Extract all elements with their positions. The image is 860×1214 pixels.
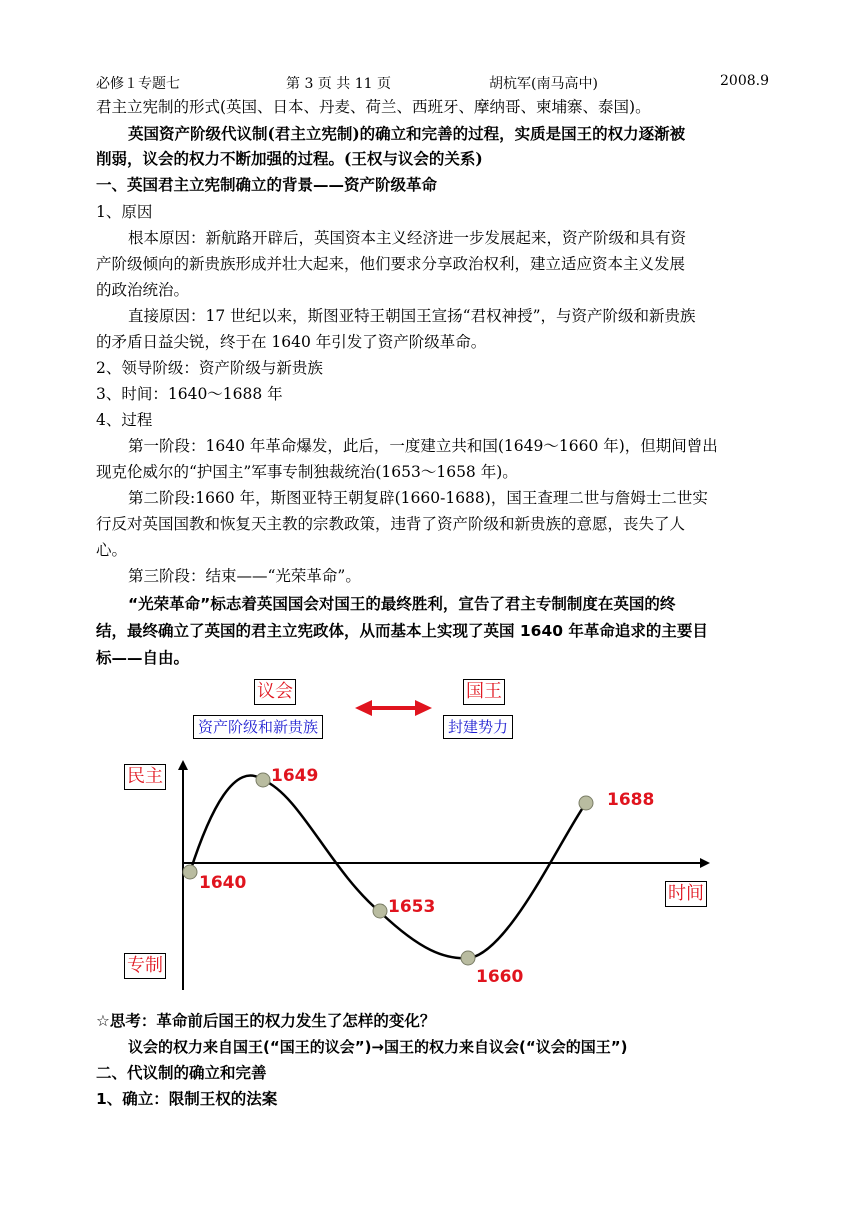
header-page-number: 第 3 页 共 11 页	[286, 76, 391, 92]
autocracy-axis-label: 专制	[124, 953, 166, 979]
stage2-line2: 行反对英国国教和恢复天主教的宗教政策，违背了资产阶级和新贵族的意愿，丧失了人	[96, 515, 686, 533]
direct-cause-line2: 的矛盾日益尖锐，终于在 1640 年引发了资产阶级革命。	[96, 333, 487, 351]
point-1660	[461, 951, 475, 965]
year-label-1653: 1653	[388, 897, 436, 917]
monarchy-forms-line: 君主立宪制的形式(英国、日本、丹麦、荷兰、西班牙、摩纳哥、柬埔寨、泰国)。	[96, 98, 651, 116]
section-heading-2: 二、代议制的确立和完善	[96, 1064, 267, 1082]
root-cause-line2: 产阶级倾向的新贵族形成并壮大起来，他们要求分享政治权利，建立适应资本主义发展	[96, 255, 686, 273]
point-1688	[579, 796, 593, 810]
header-subject: 必修１专题七	[96, 76, 180, 92]
year-label-1640: 1640	[199, 873, 247, 893]
democracy-axis-label: 民主	[124, 764, 166, 790]
glorious-revolution-line2: 结，最终确立了英国的君主立宪政体，从而基本上实现了英国 1640 年革命追求的主要目	[96, 622, 708, 640]
subheading-process: 4、过程	[96, 411, 153, 429]
point-1653	[373, 904, 387, 918]
root-cause-line3: 的政治统治。	[96, 281, 190, 299]
king-label: 国王	[463, 679, 505, 705]
stage2-line1: 第二阶段:1660 年，斯图亚特王朝复辟(1660-1688)，国王查理二世与詹姆士二世实	[128, 489, 708, 507]
root-cause-line1: 根本原因：新航路开辟后，英国资本主义经济进一步发展起来，资产阶级和具有资	[128, 229, 687, 247]
stage3-line: 第三阶段：结束——“光荣革命”。	[128, 567, 361, 585]
double-arrow-icon	[355, 700, 432, 716]
header-author: 胡杭军(南马高中)	[489, 76, 598, 92]
glorious-revolution-line3: 标——自由。	[96, 649, 190, 667]
stage1-line2: 现克伦威尔的“护国主”军事专制独裁统治(1653～1658 年)。	[96, 463, 518, 481]
time-axis-label: 时间	[665, 881, 707, 907]
feudal-forces-label: 封建势力	[443, 715, 513, 739]
essence-paragraph-line1: 英国资产阶级代议制(君主立宪制)的确立和完善的过程，实质是国王的权力逐渐被	[128, 124, 686, 143]
thinking-answer: 议会的权力来自国王(“国王的议会”)→国王的权力来自议会(“议会的国王”)	[128, 1038, 628, 1056]
header-date: 2008.9	[720, 73, 769, 89]
direct-cause-line1: 直接原因：17 世纪以来，斯图亚特王朝国王宣扬“君权神授”，与资产阶级和新贵族	[128, 307, 696, 325]
year-label-1688: 1688	[607, 790, 655, 810]
year-label-1660: 1660	[476, 967, 524, 987]
point-1649	[256, 773, 270, 787]
year-label-1649: 1649	[271, 766, 319, 786]
glorious-revolution-line1: “光荣革命”标志着英国国会对国王的最终胜利，宣告了君主专制制度在英国的终	[128, 595, 676, 613]
stage2-line3: 心。	[96, 541, 128, 559]
stage1-line1: 第一阶段：1640 年革命爆发，此后，一度建立共和国(1649～1660 年)，但期间曾出	[128, 437, 718, 455]
section-heading-1: 一、英国君主立宪制确立的背景——资产阶级革命	[96, 176, 438, 194]
subheading-leading-class: 2、领导阶级：资产阶级与新贵族	[96, 359, 323, 377]
power-curve	[190, 776, 586, 959]
bourgeoisie-label: 资产阶级和新贵族	[193, 715, 323, 739]
subheading-time: 3、时间：1640～1688 年	[96, 385, 283, 403]
parliament-label: 议会	[254, 679, 296, 705]
point-1640	[183, 865, 197, 879]
subheading-causes: 1、原因	[96, 203, 153, 221]
subheading-establishment: 1、确立：限制王权的法案	[96, 1090, 278, 1108]
essence-paragraph-line2: 削弱，议会的权力不断加强的过程。(王权与议会的关系)	[96, 149, 483, 168]
thinking-question: ☆思考：革命前后国王的权力发生了怎样的变化？	[96, 1012, 436, 1030]
